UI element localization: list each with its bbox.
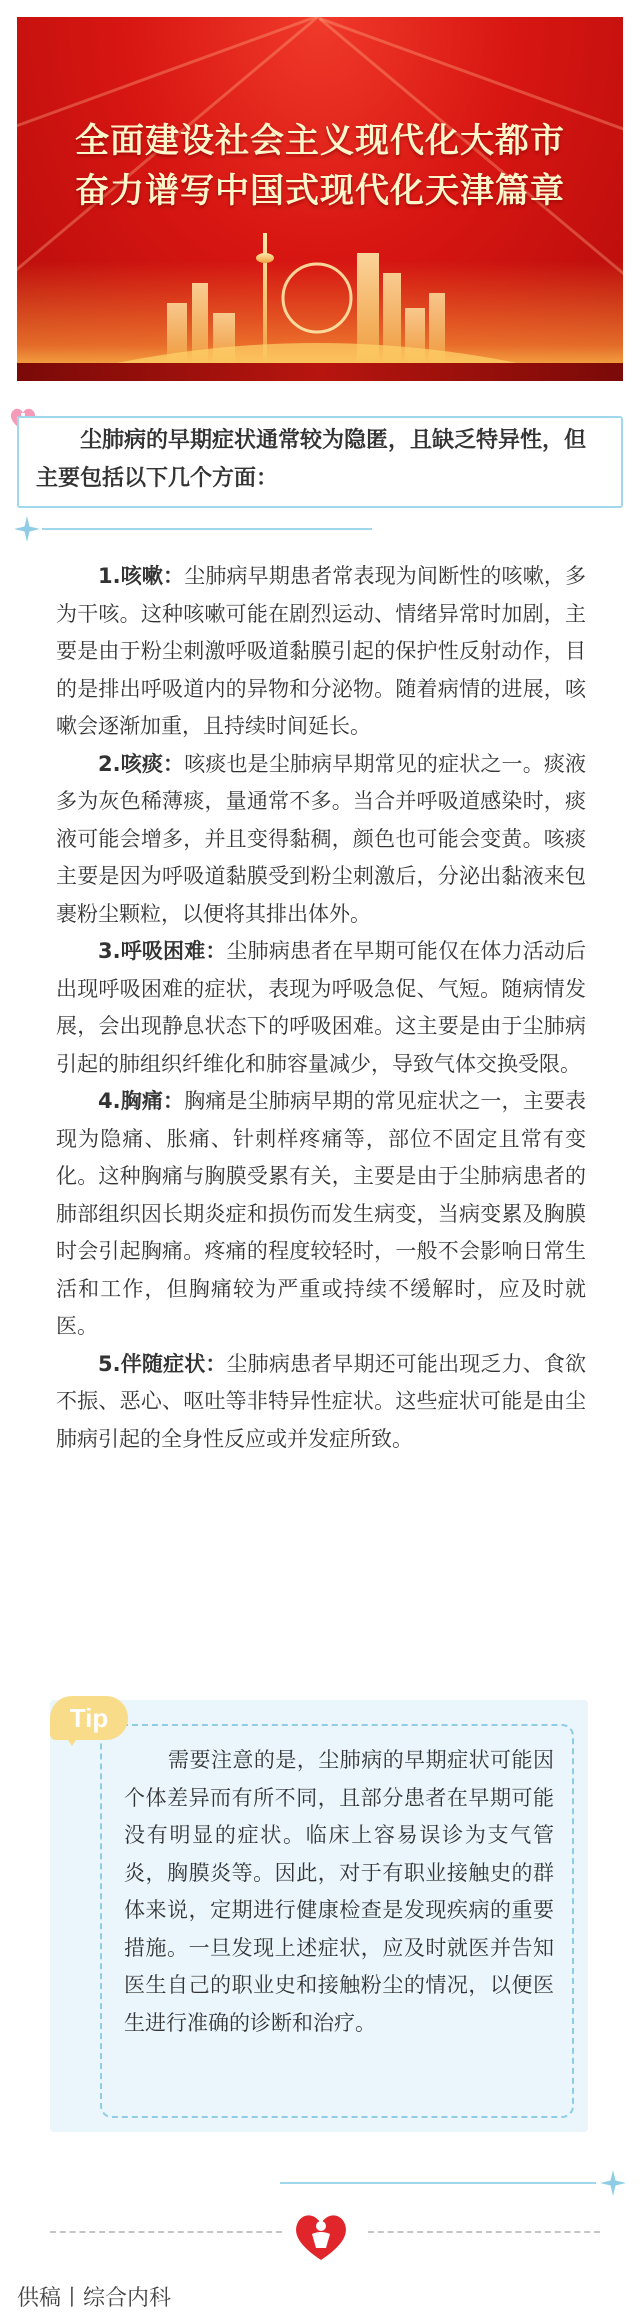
section-divider (14, 516, 374, 542)
heart-care-logo-icon (290, 2204, 352, 2264)
symptom-text: 尘肺病患者早期还可能出现乏力、食欲不振、恶心、呕吐等非特异性症状。这些症状可能是由尘肺病引起的全身性反应或并发症所致。 (56, 1351, 587, 1451)
tip-text: 需要注意的是，尘肺病的早期症状可能因个体差异而有所不同，且部分患者在早期可能没有明显的症状。临床上容易误诊为支气管炎，胸膜炎等。因此，对于有职业接触史的群体来说，定期进行健康检查是发现疾病的重要措施。一旦发现上述症状，应及时就医并告知医生自己的职业史和接触粉尘的情况，以便医生进行准确的诊断和治疗。 (124, 1748, 554, 2035)
footer-dash-left (50, 2231, 282, 2233)
closing-divider (280, 2170, 626, 2196)
symptom-paragraph-dyspnea (56, 933, 586, 1083)
symptom-label: 5.伴随症状： (98, 1351, 227, 1376)
intro-text: 尘肺病的早期症状通常较为隐匿，且缺乏特异性，但主要包括以下几个方面： (36, 428, 587, 491)
symptom-text: 咳痰也是尘肺病早期常见的症状之一。痰液多为灰色稀薄痰，量通常不多。当合并呼吸道感染时，痰液可能会增多，并且变得黏稠，颜色也可能会变黄。咳痰主要是因为呼吸道黏膜受到粉尘刺激后，分泌出黏液来包裹粉尘颗粒，以便将其排出体外。 (56, 751, 587, 926)
tip-badge: Tip (50, 1696, 128, 1740)
sparkle-icon (600, 2170, 626, 2196)
city-skyline-illustration (17, 213, 623, 363)
symptom-text: 胸痛是尘肺病早期的常见症状之一，主要表现为隐痛、胀痛、针刺样疼痛等，部位不固定且常有变化。这种胸痛与胸膜受累有关，主要是由于尘肺病患者的肺部组织因长期炎症和损伤而发生病变，当病变累及胸膜时会引起胸痛。疼痛的程度较轻时，一般不会影响日常生活和工作，但胸痛较为严重或持续不缓解时，应及时就医。 (56, 1089, 587, 1338)
symptom-label: 2.咳痰： (98, 751, 185, 776)
banner-title-line1: 全面建设社会主义现代化大都市 (75, 121, 565, 161)
sparkle-icon (14, 516, 40, 542)
symptom-paragraph-chest-pain (56, 1083, 586, 1346)
footer-dash-right (368, 2231, 600, 2233)
symptom-paragraph-cough (56, 558, 586, 746)
symptom-paragraph-other (56, 1346, 586, 1459)
article-body (56, 558, 586, 1458)
symptom-label: 3.呼吸困难： (98, 939, 227, 963)
symptom-label: 4.胸痛： (98, 1089, 185, 1113)
symptom-label: 1.咳嗽： (98, 564, 185, 588)
symptom-text: 尘肺病患者在早期可能仅在体力活动后出现呼吸困难的症状，表现为呼吸急促、气短。随病情发展，会出现静息状态下的呼吸困难。这主要是由于尘肺病引起的肺组织纤维化和肺容量减少，导致气体交换受限。 (56, 939, 587, 1076)
footer-credit: 供稿丨综合内科 (17, 2286, 172, 2311)
header-banner (17, 17, 623, 381)
symptom-text: 尘肺病早期患者常表现为间断性的咳嗽，多为干咳。这种咳嗽可能在剧烈运动、情绪异常时加剧，主要是由于粉尘刺激呼吸道黏膜引起的保护性反射动作，目的是排出呼吸道内的异物和分泌物。随着病情的进展，咳嗽会逐渐加重，且持续时间延长。 (56, 564, 587, 738)
banner-title-line2: 奋力谱写中国式现代化天津篇章 (75, 171, 565, 211)
symptom-paragraph-sputum (56, 746, 586, 934)
